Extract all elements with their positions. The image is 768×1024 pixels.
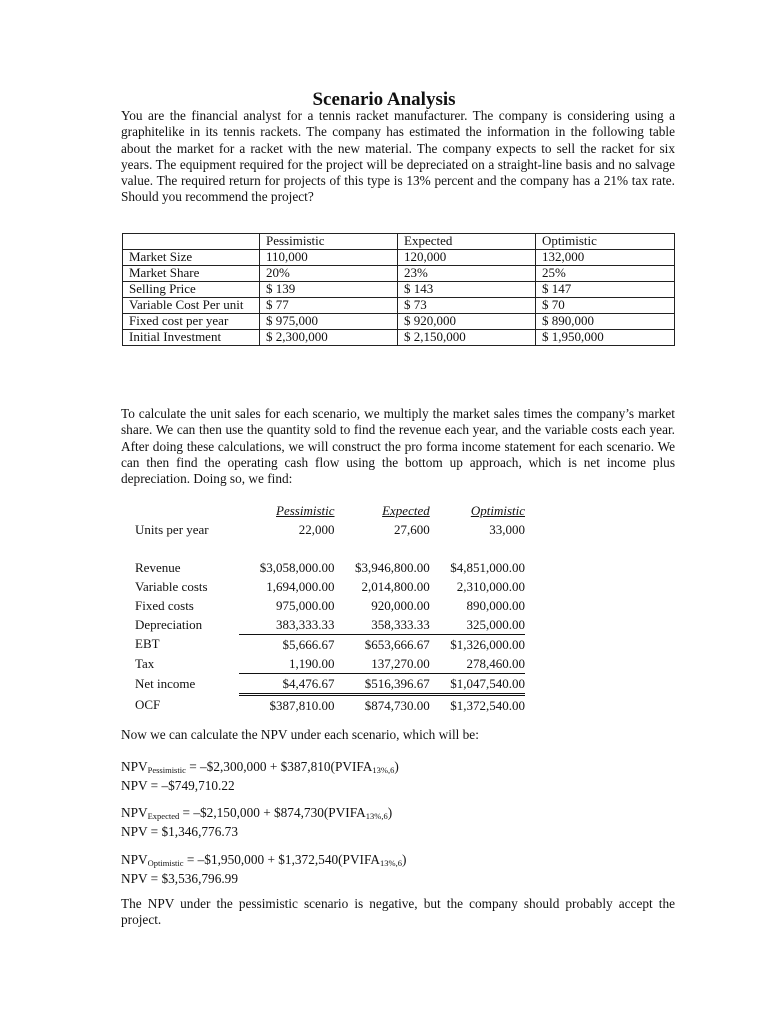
- npv-intro-paragraph: Now we can calculate the NPV under each scenario, which will be:: [121, 727, 479, 742]
- formula-close: ): [401, 852, 407, 867]
- row-label: Market Size: [123, 250, 260, 266]
- row-label: Depreciation: [135, 616, 203, 632]
- row-label: Fixed cost per year: [123, 314, 260, 330]
- table-row: [123, 314, 675, 330]
- npv-formula: [121, 759, 681, 778]
- table-cell: 25%: [536, 266, 675, 282]
- rate-subscript: 13%,6: [379, 858, 402, 868]
- table-cell: 1,190.00: [289, 655, 335, 671]
- table-cell: $1,326,000.00: [430, 635, 525, 655]
- row-label: OCF: [135, 696, 161, 712]
- table-cell: 137,270.00: [371, 655, 430, 671]
- intro-paragraph: You are the financial analyst for a tennis racket manufacturer. The company is considering using a graphitelike in its tennis rackets. The company has estimated the information in the following table about the market for a racket with the new material. The company expects to sell the racket for six years. The equipment required for the project will be depreciated on a straight-line basis and no salvage value. The required return for projects of this type is 13% percent and the company has a 21% tax rate. Should you recommend the project?: [121, 108, 675, 205]
- row-label: Net income: [135, 676, 196, 691]
- table-row: [135, 674, 525, 695]
- header-cell: [123, 234, 260, 250]
- scenario-subscript: Pessimistic: [147, 765, 186, 775]
- header-cell: Optimistic: [536, 234, 675, 250]
- table-cell: $ 920,000: [398, 314, 536, 330]
- proforma-income-statement: [135, 501, 525, 715]
- scenario-subscript: Optimistic: [147, 858, 184, 868]
- method-paragraph: To calculate the unit sales for each scenario, we multiply the market sales times the company’s market share. We can then use the quantity sold to find the revenue each year, and the variable costs each year. After doing these calculations, we will construct the pro forma income statement for each scenario. We can then find the operating cash flow using the bottom up approach, which is net income plus depreciation. Doing so, we find:: [121, 406, 675, 487]
- table-cell: $5,666.67: [239, 635, 334, 655]
- row-label: Units per year: [135, 521, 209, 537]
- table-row: [135, 654, 525, 674]
- table-cell: $387,810.00: [239, 695, 334, 716]
- table-cell: 20%: [260, 266, 398, 282]
- row-label: EBT: [135, 636, 160, 652]
- scenario-subscript: Expected: [147, 811, 180, 821]
- assumptions-header-row: [123, 234, 675, 250]
- table-cell: $516,396.67: [335, 674, 430, 695]
- row-label: Variable Cost Per unit: [123, 298, 260, 314]
- npv-pessimistic: [121, 759, 681, 794]
- table-cell: 120,000: [398, 250, 536, 266]
- table-cell: 27,600: [393, 521, 430, 537]
- scenario-header: Pessimistic: [276, 502, 335, 518]
- empty-header-cell: [135, 501, 239, 520]
- proforma-header-row: [135, 501, 525, 520]
- table-cell: $3,058,000.00: [259, 559, 335, 575]
- row-label: Fixed costs: [135, 597, 194, 613]
- npv-result: NPV = $1,346,776.73: [121, 824, 238, 839]
- table-cell: 110,000: [260, 250, 398, 266]
- formula-close: ): [387, 805, 393, 820]
- npv-formula: [121, 805, 681, 824]
- formula-text: = –$2,300,000 + $387,810(PVIFA: [185, 759, 373, 774]
- table-row: [123, 266, 675, 282]
- table-row: [135, 695, 525, 716]
- table-cell: 23%: [398, 266, 536, 282]
- formula-close: ): [394, 759, 399, 774]
- npv-result: NPV = –$749,710.22: [121, 778, 235, 793]
- table-cell: $1,047,540.00: [430, 674, 525, 695]
- conclusion-paragraph: The NPV under the pessimistic scenario is negative, but the company should probably accept the project.: [121, 896, 675, 928]
- npv-label: NPV: [121, 805, 148, 820]
- table-cell: $ 890,000: [536, 314, 675, 330]
- table-cell: 22,000: [298, 521, 335, 537]
- table-row: [135, 596, 525, 615]
- formula-text: = –$1,950,000 + $1,372,540(PVIFA: [183, 852, 380, 867]
- npv-optimistic: [121, 852, 681, 887]
- units-row: [135, 520, 525, 539]
- table-cell: 2,310,000.00: [456, 578, 525, 594]
- table-cell: 890,000.00: [466, 597, 525, 613]
- table-row: [135, 635, 525, 655]
- table-cell: 975,000.00: [276, 597, 335, 613]
- page-title: Scenario Analysis: [312, 89, 456, 110]
- table-cell: 358,333.33: [371, 616, 430, 632]
- table-cell: 920,000.00: [371, 597, 430, 613]
- formula-text: = –$2,150,000 + $874,730(PVIFA: [179, 805, 366, 820]
- table-row: [135, 577, 525, 596]
- table-cell: 2,014,800.00: [361, 578, 430, 594]
- table-cell: 1,694,000.00: [266, 578, 335, 594]
- table-row: [123, 282, 675, 298]
- table-cell: $3,946,800.00: [354, 559, 430, 575]
- header-cell: Expected: [398, 234, 536, 250]
- table-cell: 383,333.33: [276, 616, 335, 632]
- table-row: [135, 558, 525, 577]
- npv-result: NPV = $3,536,796.99: [121, 871, 238, 886]
- npv-formula: [121, 852, 681, 871]
- table-row: [123, 298, 675, 314]
- row-label: Tax: [135, 655, 155, 671]
- table-cell: $ 73: [398, 298, 536, 314]
- npv-expected: [121, 805, 681, 840]
- table-cell: $4,851,000.00: [450, 559, 525, 575]
- table-row: [123, 250, 675, 266]
- row-label: Variable costs: [135, 578, 208, 594]
- row-label: Selling Price: [123, 282, 260, 298]
- row-label: Revenue: [135, 559, 181, 575]
- scenario-header: Expected: [382, 502, 430, 518]
- table-cell: $ 975,000: [260, 314, 398, 330]
- table-cell: $ 147: [536, 282, 675, 298]
- rate-subscript: 13%,6: [365, 811, 388, 821]
- table-cell: $ 1,950,000: [536, 330, 675, 346]
- table-cell: $ 2,300,000: [260, 330, 398, 346]
- spacer-row: [135, 539, 525, 558]
- table-cell: $ 70: [536, 298, 675, 314]
- table-cell: $653,666.67: [335, 635, 430, 655]
- table-cell: $ 2,150,000: [398, 330, 536, 346]
- table-cell: $ 139: [260, 282, 398, 298]
- table-row: [135, 615, 525, 635]
- npv-label: NPV: [121, 759, 148, 774]
- table-cell: $1,372,540.00: [430, 695, 525, 716]
- row-label: Market Share: [123, 266, 260, 282]
- table-cell: $ 77: [260, 298, 398, 314]
- table-cell: 132,000: [536, 250, 675, 266]
- header-cell: Pessimistic: [260, 234, 398, 250]
- table-cell: $874,730.00: [335, 695, 430, 716]
- rate-subscript: 13%,6: [372, 765, 395, 775]
- table-cell: $4,476.67: [239, 674, 334, 695]
- table-cell: 33,000: [489, 521, 525, 537]
- scenario-header: Optimistic: [470, 502, 525, 518]
- table-cell: 325,000.00: [466, 616, 525, 632]
- assumptions-table: [122, 233, 675, 346]
- npv-label: NPV: [121, 852, 148, 867]
- table-cell: 278,460.00: [466, 655, 525, 671]
- table-cell: $ 143: [398, 282, 536, 298]
- table-row: [123, 330, 675, 346]
- row-label: Initial Investment: [123, 330, 260, 346]
